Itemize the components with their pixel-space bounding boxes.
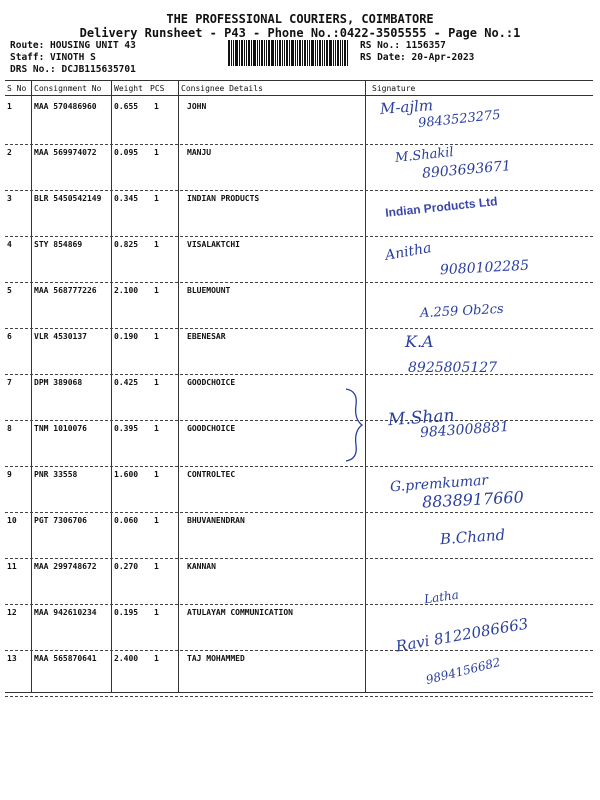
row-consignment-no: DPM 389068 (34, 378, 83, 387)
rs-number: RS No.: 1156357 (360, 40, 446, 51)
row-consignment-no: MAA 942610234 (34, 608, 97, 617)
row-separator (5, 650, 593, 651)
row-consignment-no: MAA 568777226 (34, 286, 97, 295)
company-title: THE PROFESSIONAL COURIERS, COIMBATORE (166, 12, 434, 26)
row-weight: 2.400 (114, 654, 139, 663)
signature-12-phone: Ravi 8122086663 (394, 614, 530, 656)
signature-1-name: M-ajlm (379, 96, 434, 118)
signature-2-name: M.Shakil (394, 144, 455, 167)
row-separator (5, 190, 593, 191)
row-consignment-no: BLR 5450542149 (34, 194, 102, 203)
row-consignee: TAJ MOHAMMED (187, 654, 245, 663)
row-sno: 11 (7, 562, 17, 571)
row-pcs: 1 (154, 240, 159, 249)
row-sno: 1 (7, 102, 12, 111)
row-separator (5, 328, 593, 329)
signature-9-phone: 8838917660 (421, 487, 525, 512)
row-separator (5, 144, 593, 145)
row-pcs: 1 (154, 608, 159, 617)
row-separator (5, 236, 593, 237)
row-consignee: INDIAN PRODUCTS (187, 194, 260, 203)
row-separator (5, 558, 593, 559)
row-consignment-no: MAA 569974072 (34, 148, 97, 157)
row-consignment-no: VLR 4530137 (34, 332, 87, 341)
row-separator (5, 696, 593, 697)
col-divider (178, 80, 179, 692)
signature-10: B.Chand (439, 525, 506, 549)
row-pcs: 1 (154, 562, 159, 571)
row-weight: 2.100 (114, 286, 139, 295)
row-consignee: ATULAYAM COMMUNICATION (187, 608, 293, 617)
row-weight: 0.195 (114, 608, 139, 617)
row-weight: 0.425 (114, 378, 139, 387)
row-pcs: 1 (154, 516, 159, 525)
row-sno: 7 (7, 378, 12, 387)
barcode (228, 40, 354, 66)
row-sno: 6 (7, 332, 12, 341)
row-consignee: EBENESAR (187, 332, 226, 341)
signature-1-phone: 9843523275 (417, 107, 502, 132)
row-pcs: 1 (154, 286, 159, 295)
row-consignee: MANJU (187, 148, 212, 157)
row-sno: 8 (7, 424, 12, 433)
row-consignee: BHUVANENDRAN (187, 516, 245, 525)
row-weight: 0.395 (114, 424, 139, 433)
row-sno: 9 (7, 470, 12, 479)
row-pcs: 1 (154, 194, 159, 203)
row-consignee: KANNAN (187, 562, 216, 571)
rs-date: RS Date: 20-Apr-2023 (360, 52, 475, 63)
row-sno: 12 (7, 608, 17, 617)
row-weight: 0.060 (114, 516, 139, 525)
col-header-weight: Weight (114, 84, 143, 93)
signature-9-name: G.premkumar (389, 472, 489, 496)
row-consignee: GOODCHOICE (187, 378, 236, 387)
col-header-consignment: Consignment No (34, 84, 102, 93)
row-consignee: VISALAKTCHI (187, 240, 240, 249)
row-sno: 13 (7, 654, 17, 663)
signature-2-phone: 8903693671 (421, 158, 512, 182)
signature-13: 9894156682 (424, 654, 502, 688)
row-consignee: CONTROLTEC (187, 470, 236, 479)
drs-label: DRS No.: DCJB115635701 (10, 64, 136, 75)
row-weight: 1.600 (114, 470, 139, 479)
row-pcs: 1 (154, 378, 159, 387)
signature-8-phone: 9843008881 (419, 418, 510, 442)
brace-pen-mark (340, 385, 370, 465)
table-header-border (5, 95, 593, 96)
signature-4-phone: 9080102285 (439, 257, 530, 279)
runsheet-title: Delivery Runsheet - P43 - Phone No.:0422-3505555 - Page No.:1 (79, 26, 521, 40)
signature-4-name: Anitha (383, 240, 433, 264)
row-separator (5, 282, 593, 283)
staff-label: Staff: VINOTH S (10, 52, 96, 63)
signature-6-phone: 8925805127 (408, 360, 498, 376)
row-pcs: 1 (154, 148, 159, 157)
row-weight: 0.345 (114, 194, 139, 203)
row-pcs: 1 (154, 470, 159, 479)
row-weight: 0.270 (114, 562, 139, 571)
row-consignee: JOHN (187, 102, 207, 111)
row-consignment-no: PGT 7306706 (34, 516, 87, 525)
signature-5: A.259 Ob2cs (419, 301, 505, 322)
row-consignment-no: PNR 33558 (34, 470, 78, 479)
col-header-pcs: PCS (150, 84, 165, 93)
table-top-border (5, 80, 593, 81)
signature-6-name: K.A (405, 332, 434, 351)
row-separator (5, 512, 593, 513)
col-divider (31, 80, 32, 692)
row-consignment-no: TNM 1010076 (34, 424, 87, 433)
row-weight: 0.190 (114, 332, 139, 341)
row-sno: 5 (7, 286, 12, 295)
col-header-sno: S No (7, 84, 27, 93)
signature-3-stamp: Indian Products Ltd (384, 194, 499, 220)
row-weight: 0.095 (114, 148, 139, 157)
signature-12-name: Latha (423, 587, 460, 607)
row-sno: 4 (7, 240, 12, 249)
row-sno: 10 (7, 516, 17, 525)
row-separator (5, 466, 593, 467)
table-bottom-border (5, 692, 593, 693)
route-label: Route: HOUSING UNIT 43 (10, 40, 136, 51)
row-weight: 0.655 (114, 102, 139, 111)
row-weight: 0.825 (114, 240, 139, 249)
row-consignment-no: MAA 299748672 (34, 562, 97, 571)
row-consignment-no: MAA 570486960 (34, 102, 97, 111)
row-pcs: 1 (154, 102, 159, 111)
col-divider (111, 80, 112, 692)
row-pcs: 1 (154, 654, 159, 663)
row-separator (5, 374, 593, 375)
row-consignment-no: STY 854869 (34, 240, 83, 249)
row-pcs: 1 (154, 332, 159, 341)
signature-8-name: M.Shan (387, 405, 456, 431)
row-consignee: BLUEMOUNT (187, 286, 231, 295)
row-pcs: 1 (154, 424, 159, 433)
row-sno: 3 (7, 194, 12, 203)
col-header-signature: Signature (372, 84, 416, 93)
row-consignment-no: MAA 565870641 (34, 654, 97, 663)
row-consignee: GOODCHOICE (187, 424, 236, 433)
col-header-consignee: Consignee Details (181, 84, 263, 93)
row-sno: 2 (7, 148, 12, 157)
row-separator (5, 604, 593, 605)
